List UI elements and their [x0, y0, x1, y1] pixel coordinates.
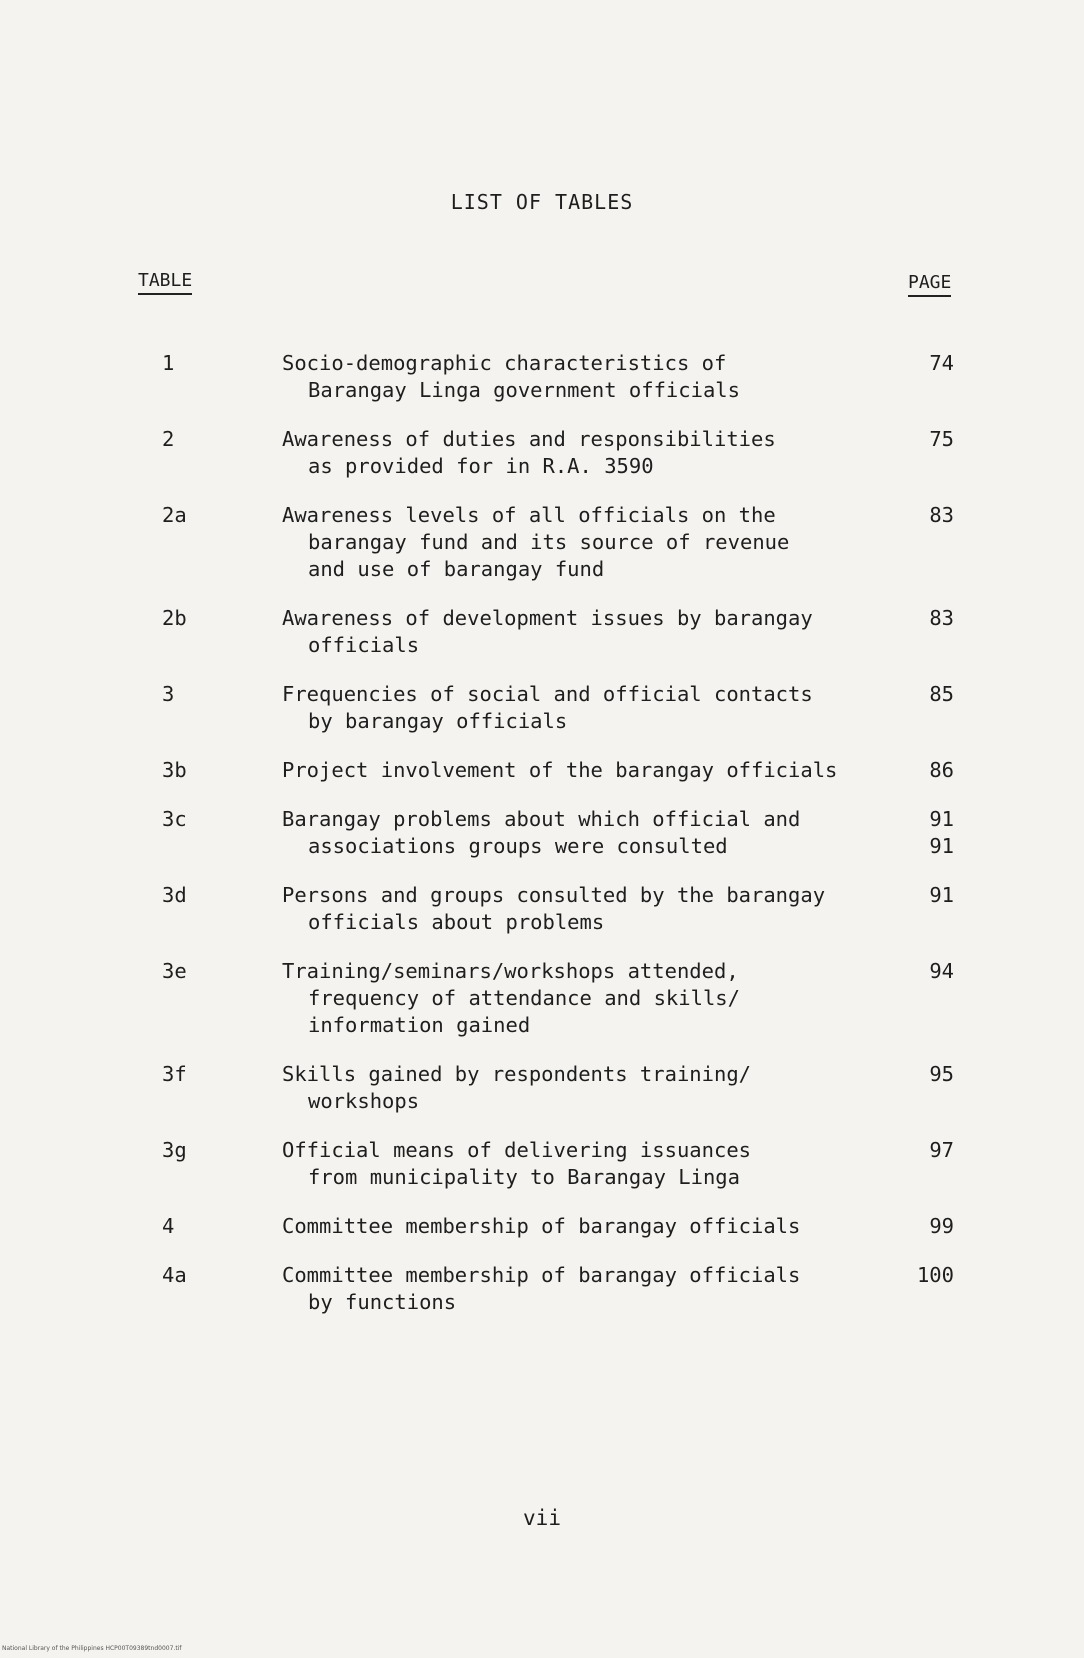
description-line: Barangay Linga government officials [308, 378, 740, 402]
description-line: Awareness levels of all officials on the [282, 503, 776, 527]
table-entry-page [929, 426, 954, 453]
description-line: by functions [308, 1290, 457, 1314]
table-entry-number: 3 [162, 682, 175, 706]
description-line: Barangay problems about which official and [282, 807, 801, 831]
table-entry-description [282, 605, 902, 659]
page-reference: 91 [929, 883, 954, 907]
page-reference: 100 [916, 1263, 954, 1287]
description-line: Awareness of development issues by barangay [282, 606, 813, 630]
table-entry-number: 2 [162, 427, 175, 451]
table-entry-number: 2a [162, 503, 187, 527]
table-entry-page [929, 502, 954, 529]
table-entry-number: 2b [162, 606, 187, 630]
table-entry-number: 1 [162, 351, 175, 375]
table-entry-description [282, 882, 902, 936]
page-title: LIST OF TABLES [450, 190, 634, 214]
description-line: Socio-demographic characteristics of [282, 351, 727, 375]
table-entry-description [282, 958, 902, 1039]
page-reference: 74 [929, 351, 954, 375]
description-line: and use of barangay fund [308, 557, 605, 581]
table-entry-description [282, 426, 902, 480]
table-entry-description [282, 806, 902, 860]
description-line: officials [308, 633, 420, 657]
table-entry-description [282, 1061, 902, 1115]
table-entry-number: 4a [162, 1263, 187, 1287]
description-line: Awareness of duties and responsibilities [282, 427, 776, 451]
table-entry-number: 4 [162, 1214, 175, 1238]
page-reference: 99 [929, 1214, 954, 1238]
table-entry-page [929, 958, 954, 985]
page-reference: 83 [929, 503, 954, 527]
description-line: Committee membership of barangay officials [282, 1263, 801, 1287]
description-line: Project involvement of the barangay officials [282, 758, 838, 782]
table-entry-page [929, 681, 954, 708]
description-line: frequency of attendance and skills/ [308, 986, 740, 1010]
table-entry-description [282, 1213, 902, 1240]
page-reference: 85 [929, 682, 954, 706]
table-entry-description [282, 757, 902, 784]
description-line: associations groups were consulted [308, 834, 728, 858]
table-entry-page [929, 1213, 954, 1240]
description-line: information gained [308, 1013, 531, 1037]
table-entry-description [282, 1137, 902, 1191]
column-header-table: TABLE [138, 270, 192, 295]
description-line: barangay fund and its source of revenue [308, 530, 790, 554]
table-entry-description [282, 502, 902, 583]
archive-note: National Library of the Philippines HCP00T09389tnd0007.tif [2, 1645, 182, 1652]
page-reference: 91 [929, 807, 954, 831]
table-entry-number: 3d [162, 883, 187, 907]
table-entry-page [929, 1061, 954, 1088]
table-entry-number: 3b [162, 758, 187, 782]
table-entry-number: 3c [162, 807, 187, 831]
column-header-page: PAGE [908, 272, 951, 297]
page-reference: 97 [929, 1138, 954, 1162]
page-reference: 91 [929, 834, 954, 858]
description-line: officials about problems [308, 910, 605, 934]
table-entry-description [282, 350, 902, 404]
page-number: vii [523, 1506, 561, 1530]
table-entry-page [929, 882, 954, 909]
description-line: by barangay officials [308, 709, 568, 733]
page-reference: 94 [929, 959, 954, 983]
table-entry-number: 3g [162, 1138, 187, 1162]
description-line: Skills gained by respondents training/ [282, 1062, 751, 1086]
description-line: Persons and groups consulted by the barangay [282, 883, 826, 907]
table-entry-description [282, 681, 902, 735]
page-reference: 83 [929, 606, 954, 630]
page-reference: 75 [929, 427, 954, 451]
table-entry-page [929, 757, 954, 784]
description-line: Training/seminars/workshops attended, [282, 959, 739, 983]
table-entry-number: 3f [162, 1062, 187, 1086]
table-entry-page [929, 605, 954, 632]
description-line: workshops [308, 1089, 420, 1113]
table-entry-description [282, 1262, 902, 1316]
page-reference: 86 [929, 758, 954, 782]
table-entry-page [929, 806, 954, 860]
table-entry-page [929, 1137, 954, 1164]
description-line: as provided for in R.A. 3590 [308, 454, 654, 478]
page-reference: 95 [929, 1062, 954, 1086]
description-line: Committee membership of barangay officials [282, 1214, 801, 1238]
description-line: from municipality to Barangay Linga [308, 1165, 740, 1189]
table-entry-number: 3e [162, 959, 187, 983]
table-entry-page [929, 350, 954, 377]
description-line: Official means of delivering issuances [282, 1138, 751, 1162]
description-line: Frequencies of social and official contacts [282, 682, 813, 706]
table-entry-page [917, 1262, 954, 1289]
